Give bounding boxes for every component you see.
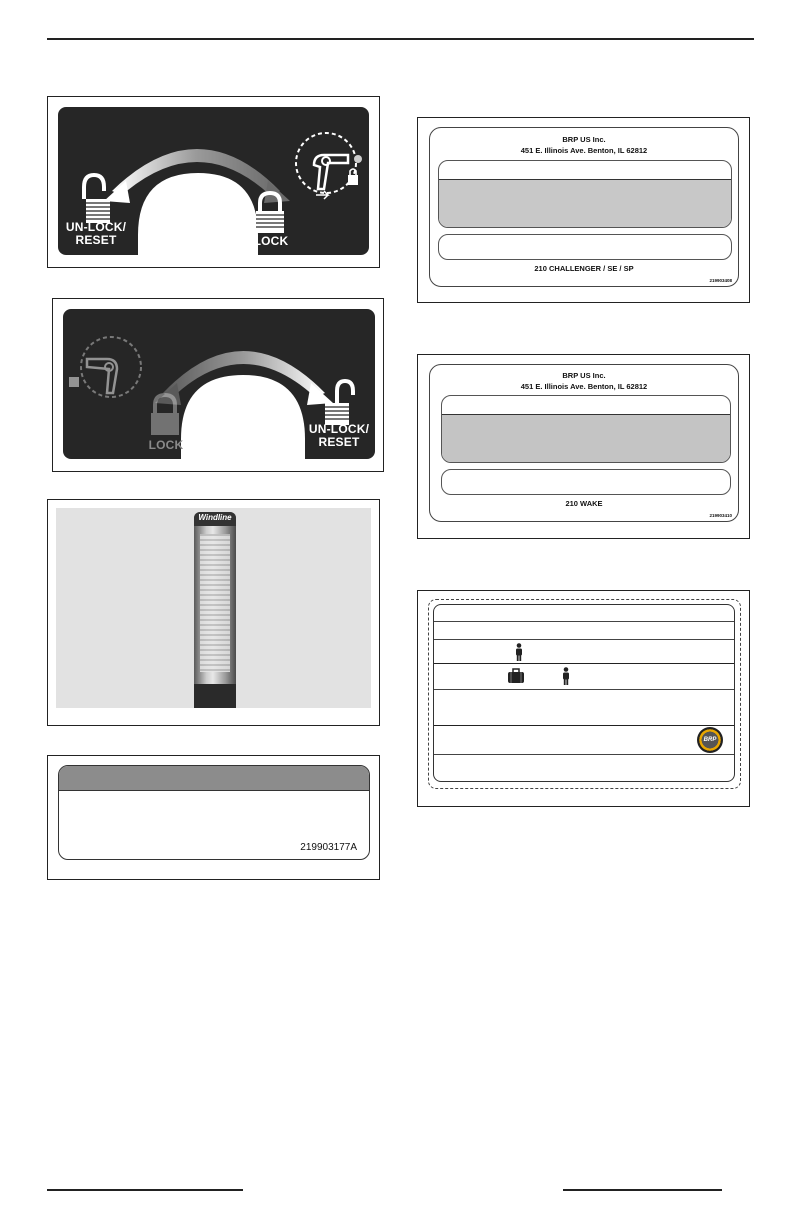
unlock-reset-label: UN-LOCK/ RESET xyxy=(65,220,127,247)
extinguisher-photo xyxy=(47,499,380,726)
key-switch-icon xyxy=(296,133,362,199)
lock-diagram-2 xyxy=(52,298,384,472)
capacity-row-divider xyxy=(434,621,734,622)
key-switch-icon xyxy=(69,337,141,397)
plate-company: BRP US Inc. xyxy=(562,371,606,380)
lock-label: LOCK xyxy=(148,438,184,452)
luggage-icon xyxy=(507,668,525,684)
brp-logo-text: BRP xyxy=(703,737,717,743)
extinguisher-brand: Windline xyxy=(198,513,232,522)
plate-info-box xyxy=(441,469,731,495)
plate-address: 451 E. Illinois Ave. Benton, IL 62812 xyxy=(520,146,648,155)
plate-model: 210 CHALLENGER / SE / SP xyxy=(534,264,634,273)
lock-diagram-1 xyxy=(47,96,380,268)
canister-instructions xyxy=(200,534,230,672)
footer-rule-right xyxy=(563,1189,722,1191)
unlock-reset-label: UN-LOCK/ RESET xyxy=(308,422,370,449)
plate-capacity-box xyxy=(438,160,732,228)
capacity-row-divider xyxy=(434,754,734,755)
plate-part-number: 219903408 xyxy=(709,278,732,283)
canister-bottom-band xyxy=(194,684,236,708)
plate-capacity-shaded xyxy=(439,179,732,228)
capacity-row-divider xyxy=(434,663,734,664)
unlocked-padlock-icon xyxy=(325,381,353,425)
plate-address: 451 E. Illinois Ave. Benton, IL 62812 xyxy=(520,382,648,391)
plate-capacity-box xyxy=(441,395,731,463)
extinguisher-canister xyxy=(194,512,236,708)
plate-capacity-shaded xyxy=(442,414,731,463)
unlocked-padlock-icon xyxy=(84,175,110,223)
warning-label-header xyxy=(59,766,370,791)
warning-label-part-number: 219903177A xyxy=(300,842,357,853)
person-icon xyxy=(561,667,571,685)
capacity-label-figure xyxy=(417,590,750,807)
plate-info-box xyxy=(438,234,732,260)
plate-part-number: 219903410 xyxy=(709,513,732,518)
capacity-label-dashed-outline xyxy=(428,599,741,789)
capacity-label xyxy=(433,604,735,782)
capacity-plate-1 xyxy=(429,127,739,287)
capacity-plate-1-figure xyxy=(417,117,750,303)
capacity-row-divider xyxy=(434,639,734,640)
brp-logo xyxy=(697,727,723,753)
warning-label-figure xyxy=(47,755,380,880)
lock-diagram-2-panel xyxy=(63,309,375,459)
plate-company: BRP US Inc. xyxy=(562,135,606,144)
capacity-row-divider xyxy=(434,689,734,690)
capacity-plate-2 xyxy=(429,364,739,522)
lock-label: LOCK xyxy=(253,234,289,248)
lock-diagram-1-panel xyxy=(58,107,369,255)
plate-model: 210 WAKE xyxy=(565,499,603,508)
capacity-row-divider xyxy=(434,725,734,726)
header-rule xyxy=(47,38,754,40)
warning-label xyxy=(58,765,370,860)
footer-rule-left xyxy=(47,1189,243,1191)
capacity-plate-2-figure xyxy=(417,354,750,539)
person-icon xyxy=(514,643,524,661)
